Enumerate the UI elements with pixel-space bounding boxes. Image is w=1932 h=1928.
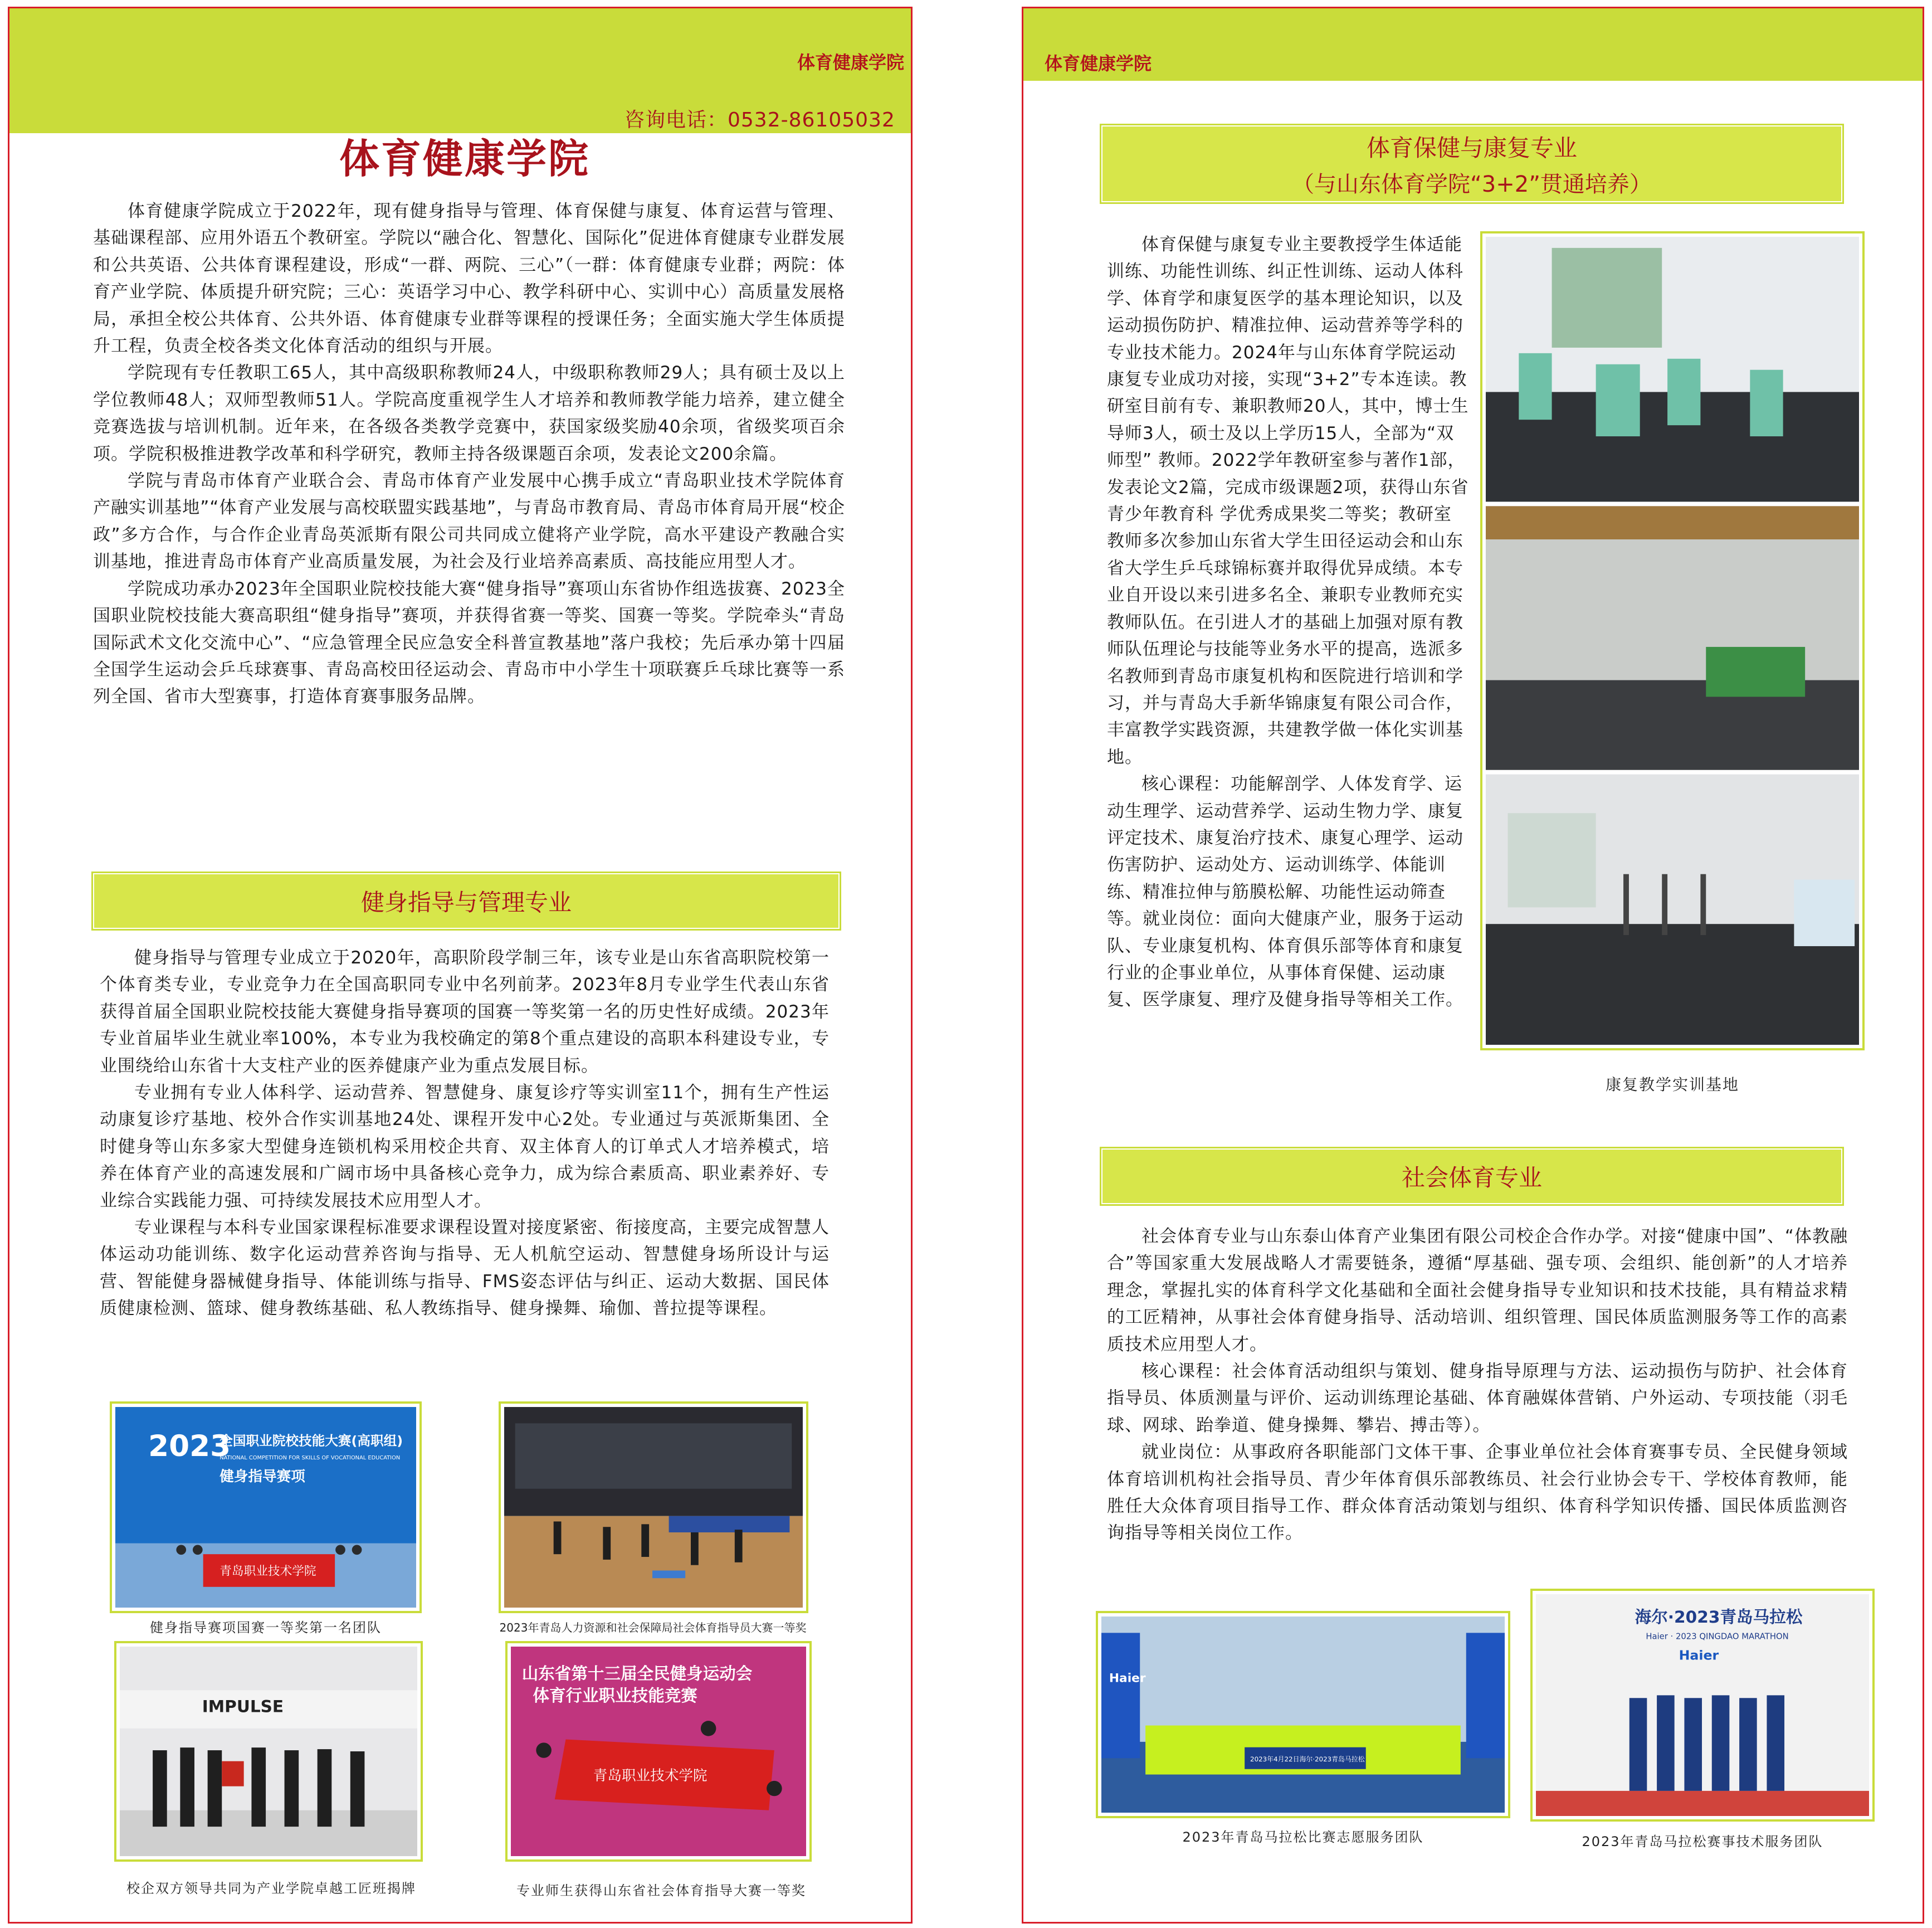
caption-marathon-2: 2023年青岛马拉松赛事技术服务团队	[1582, 1834, 1823, 1849]
section-heading-social-sports	[1101, 1148, 1842, 1204]
social-sports-paragraph: 就业岗位：从事政府各职能部门文体干事、企事业单位社会体育赛事专员、全民健身领域体育培训机构社会指导员、青少年体育俱乐部教练员、社会行业协会专干、学校体育教师，能胜任大众体育项目指导工作、群众体育活动策划与组织、体育科学知识传播、国民体质监测咨询指导等相关岗位工作。	[1107, 1442, 1848, 1544]
rehab-room-images	[1486, 237, 1859, 1045]
section-title: 健身指导与管理专业	[360, 889, 572, 916]
photo-marathon-volunteers	[1096, 1611, 1510, 1818]
section-heading-fitness	[93, 873, 840, 929]
marathon-arch-brand: Haier	[1109, 1671, 1146, 1686]
photo-provincial-competition	[505, 1641, 812, 1862]
provincial-flag-text: 青岛职业技术学院	[593, 1767, 708, 1784]
marathon-brand: Haier	[1679, 1647, 1719, 1663]
intro-paragraph: 学院成功承办2023年全国职业院校技能大赛“健身指导”赛项山东省协作组选拔赛、2023全国职业院校技能大赛高职组“健身指导”赛项，并获得省赛一等奖、国赛一等奖。学院牵头“青岛国际武术文化交流中心”、“应急管理全民应急安全科普宣教基地”落户我校；先后承办第十四届全国学生运动会乒乓球赛事、青岛高校田径运动会、青岛市中小学生十项联赛乒乓球比赛等一系列全国、省市大型赛事，打造体育赛事服务品牌。	[93, 578, 845, 707]
photo-marathon-tech-team	[1530, 1589, 1875, 1822]
caption-marathon-1: 2023年青岛马拉松比赛志愿服务团队	[1182, 1829, 1424, 1845]
header-tag: 体育健康学院	[797, 52, 905, 73]
header-tag-right: 体育健康学院	[1045, 53, 1152, 74]
caption-photo-2: 2023年青岛人力资源和社会保障局社会体育指导员大赛一等奖	[499, 1621, 807, 1634]
section-title: 体育保健与康复专业	[1366, 134, 1577, 162]
provincial-banner-line2: 体育行业职业技能竞赛	[533, 1686, 697, 1705]
intro-paragraph: 体育健康学院成立于2022年，现有健身指导与管理、体育保健与康复、体育运营与管理、基础课程部、应用外语五个教研室。学院以“融合化、智慧化、国际化”促进体育健康专业群发展和公共英语、公共体育课程建设，形成“一群、两院、三心”（一群：体育健康专业群；两院：体育产业学院、体质提升研究院；三心：英语学习中心、教学科研中心、实训中心）高质量发展格局，承担全校公共体育、公共外语、体育健康专业群等课程的授课任务；全面实施大学生体质提升工程，负责全校各类文化体育活动的组织与开展。	[93, 201, 845, 357]
social-sports-paragraph: 社会体育专业与山东泰山体育产业集团有限公司校企合作办学。对接“健康中国”、“体教融合”等国家重大发展战略人才需要链条，遵循“厚基础、强专项、会组织、能创新”的人才培养理念，掌握扎实的体育科学文化基础和全面社会健身指导专业知识和技术技能，具有精益求精的工匠精神，从事社会体育健身指导、活动培训、组织管理、国民体质监测服务等工作的高素质技术应用型人才。	[1107, 1226, 1848, 1355]
photo-rehab-training-base	[1480, 231, 1865, 1050]
competition-banner-image	[115, 1407, 416, 1608]
marathon-volunteer-image	[1101, 1617, 1505, 1813]
caption-photo-1: 健身指导赛项国赛一等奖第一名团队	[150, 1620, 382, 1635]
social-sports-text	[1107, 1223, 1848, 1547]
section-heading-rehab	[1101, 125, 1842, 202]
gym-hall-image	[504, 1407, 803, 1608]
team-flag-text: 青岛职业技术学院	[219, 1564, 316, 1579]
page-title: 体育健康学院	[339, 135, 591, 182]
social-sports-paragraph: 核心课程：社会体育活动组织与策划、健身指导原理与方法、运动损伤与防护、社会体育指导员、体质测量与评价、运动训练理论基础、体育融媒体营销、户外运动、专项技能（羽毛球、网球、跆拳道、健身操舞、攀岩、搏击等）。	[1107, 1361, 1848, 1435]
photo-national-competition	[110, 1401, 422, 1613]
marathon-banner: 2023年4月22日海尔·2023青岛马拉松	[1250, 1755, 1365, 1764]
caption-photo-3: 校企双方领导共同为产业学院卓越工匠班揭牌	[126, 1881, 416, 1896]
marathon-subtitle: Haier · 2023 QINGDAO MARATHON	[1646, 1632, 1789, 1642]
section-subtitle: （与山东体育学院“3+2”贯通培养）	[1292, 171, 1652, 197]
photo-unveiling-ceremony	[114, 1641, 423, 1862]
unveiling-image	[120, 1647, 417, 1856]
consult-phone: 咨询电话：0532-86105032	[625, 109, 895, 132]
banner-line1: 全国职业院校技能大赛(高职组)	[219, 1433, 403, 1449]
rehab-paragraph: 体育保健与康复专业主要教授学生体适能训练、功能性训练、纠正性训练、运动人体科学、体育学和康复医学的基本理论知识，以及运动损伤防护、精准拉伸、运动营养等学科的专业技术能力。2024年与山东体育学院运动康复专业成功对接，实现“3+2”专本连读。教研室目前有专、兼职教师20人，其中，博士生导师3人，硕士及以上学历15人，全部为“双师型” 教师。2022学年教研室参与著作1部，发表论文2篇，完成市级课题2项，获得山东省青少年教育科 学优秀成果奖二等奖；教研室教师多次参加山东省大学生田径运动会和山东省大学生乒乓球锦标赛并取得优异成绩。本专业自开设以来引进多名全、兼职专业教师充实教师队伍。在引进人才的基础上加强对原有教师队伍理论与技能等业务水平的提高，选派多名教师到青岛市康复机构和医院进行培训和学习，并与青岛大手新华锦康复有限公司合作，丰富教学实践资源，共建教学做一体化实训基地。	[1107, 235, 1469, 767]
intro-paragraph: 学院与青岛市体育产业联合会、青岛市体育产业发展中心携手成立“青岛职业技术学院体育产融实训基地”“体育产业发展与高校联盟实践基地”，与青岛市教育局、青岛市体育局开展“校企政”多方合作，与合作企业青岛英派斯有限公司共同成立健将产业学院，高水平建设产教融合实训基地，推进青岛市体育产业高质量发展，为社会及行业培养高素质、高技能应用型人才。	[93, 471, 845, 572]
provincial-banner-line1: 山东省第十三届全民健身运动会	[521, 1664, 753, 1683]
impulse-sign: IMPULSE	[202, 1697, 284, 1716]
fitness-paragraph: 健身指导与管理专业成立于2020年，高职阶段学制三年，该专业是山东省高职院校第一个体育类专业，专业竞争力在全国高职同专业中名列前茅。2023年8月专业学生代表山东省获得首届全国职业院校技能大赛健身指导赛项的国赛一等奖第一名的历史性好成绩。2023年专业首届毕业生就业率100%，本专业为我校确定的第8个重点建设的高职本科建设专业，专业围绕给山东省十大支柱产业的医养健康产业为重点发展目标。	[100, 948, 830, 1076]
fitness-text	[100, 944, 830, 1322]
intro-paragraph: 学院现有专任教职工65人，其中高级职称教师24人，中级职称教师29人；具有硕士及以上学位教师48人；双师型教师51人。学院高度重视学生人才培养和教师教学能力培养，建立健全竞赛选拔与培训机制。近年来，在各级各类教学竞赛中，获国家级奖励40余项，省级奖项百余项。学院积极推进教学改革和科学研究，教师主持各级课题百余项，发表论文200余篇。	[93, 363, 845, 464]
banner-line3: 健身指导赛项	[219, 1468, 305, 1486]
caption-photo-4: 专业师生获得山东省社会体育指导大赛一等奖	[516, 1883, 806, 1898]
provincial-competition-image	[511, 1647, 806, 1856]
banner-line2: NATIONAL COMPETITION FOR SKILLS OF VOCATIONAL EDUCATION	[219, 1454, 401, 1461]
banner-year: 2023	[148, 1429, 231, 1463]
header-band-right	[1023, 8, 1923, 81]
photo-gym-competition	[499, 1401, 808, 1613]
fitness-paragraph: 专业课程与本科专业国家课程标准要求课程设置对接度紧密、衔接度高，主要完成智慧人体运动功能训练、数字化运动营养咨询与指导、无人机航空运动、智慧健身场所设计与运营、智能健身器械健身指导、体能训练与指导、FMS姿态评估与纠正、运动大数据、国民体质健康检测、篮球、健身教练基础、私人教练指导、健身操舞、瑜伽、普拉提等课程。	[100, 1218, 830, 1319]
rehab-paragraph: 核心课程：功能解剖学、人体发育学、运动生理学、运动营养学、运动生物力学、康复评定技术、康复治疗技术、康复心理学、运动伤害防护、运动处方、运动训练学、体能训练、精准拉伸与筋膜松解、功能性运动筛查等。就业岗位：面向大健康产业，服务于运动队、专业康复机构、体育俱乐部等体育和康复行业的企事业单位，从事体育保健、运动康复、医学康复、理疗及健身指导等相关工作。	[1107, 774, 1463, 1010]
marathon-title: 海尔·2023青岛马拉松	[1635, 1608, 1803, 1627]
right-page	[1022, 7, 1924, 1924]
left-page	[8, 7, 913, 1924]
marathon-tech-team-image	[1536, 1594, 1869, 1816]
fitness-paragraph: 专业拥有专业人体科学、运动营养、智慧健身、康复诊疗等实训室11个，拥有生产性运动康复诊疗基地、校外合作实训基地24处、课程开发中心2处。专业通过与英派斯集团、全时健身等山东多家大型健身连锁机构采用校企共育、双主体育人的订单式人才培养模式，培养在体育产业的高速发展和广阔市场中具备核心竞争力，成为综合素质高、职业素养好、专业综合实践能力强、可持续发展技术应用型人才。	[100, 1083, 830, 1211]
caption-rehab-base: 康复教学实训基地	[1605, 1075, 1739, 1094]
section-title: 社会体育专业	[1401, 1164, 1542, 1191]
intro-text	[93, 198, 845, 710]
rehab-text	[1107, 231, 1469, 1014]
